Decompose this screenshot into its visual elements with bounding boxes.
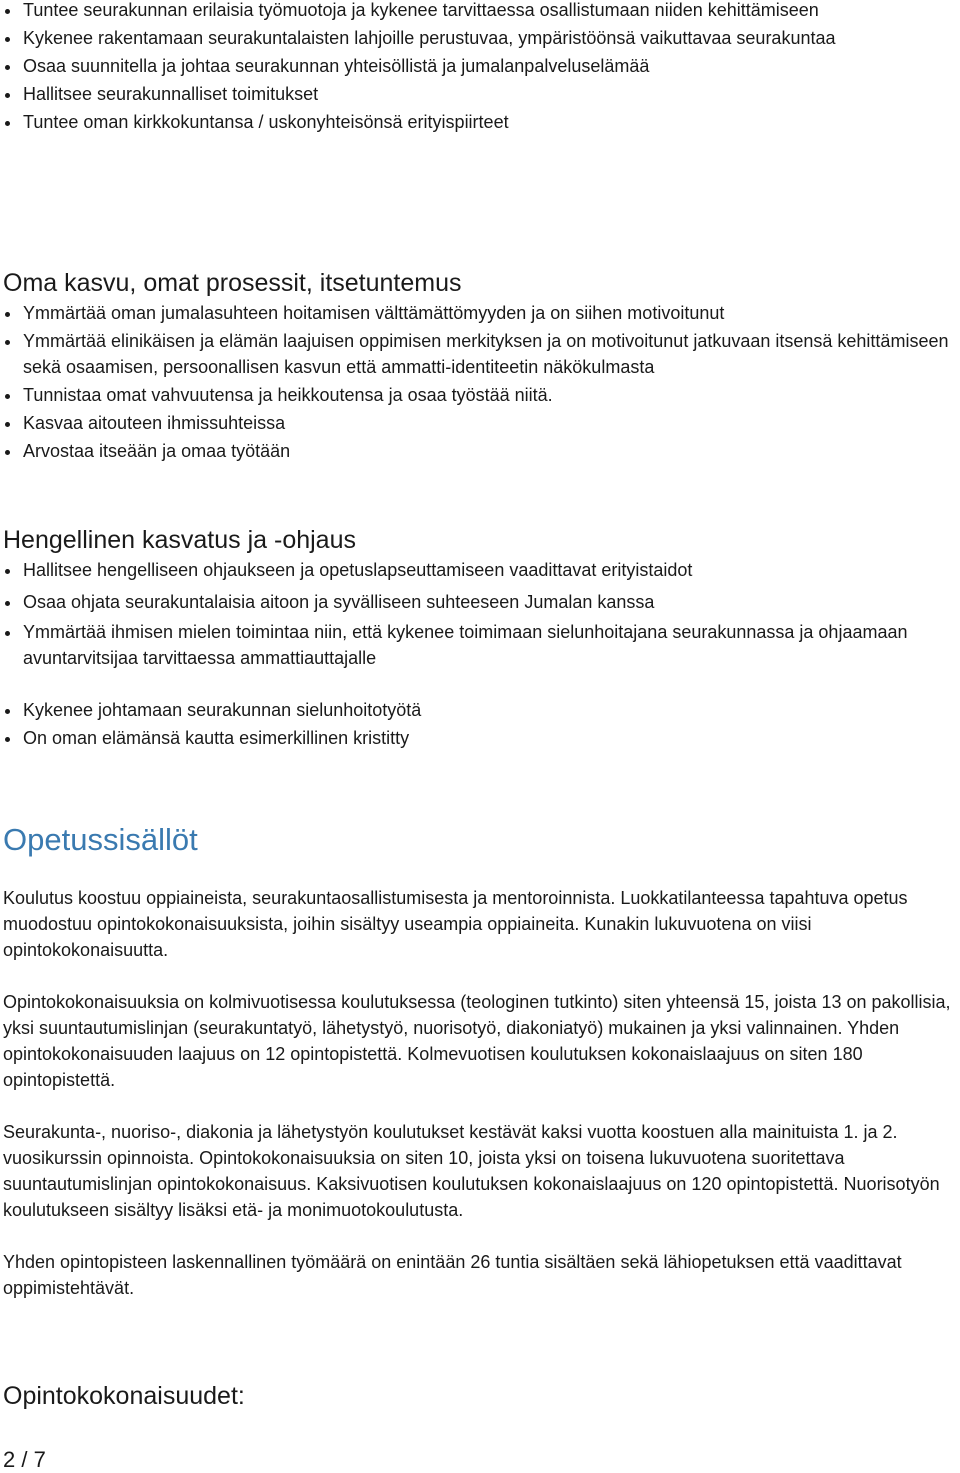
section-opintokokonaisuudet <box>3 1381 953 1411</box>
section-heading: Oma kasvu, omat prosessit, itsetuntemus <box>3 269 462 297</box>
paragraph: Opintokokonaisuuksia on kolmivuotisessa koulutuksessa (teologinen tutkinto) siten yhteensä 15, joista 13 on pakollisia, yksi suuntautumislinjan (seurakuntatyö, lähetystyö, nuorisotyö, diakoniatyö) mukainen ja yksi valinnainen. Yhden opintokokonaisuuden laajuus on 12 opintopistettä. Kolmevuotisen koulutuksen kokonaislaajuus on siten 180 opintopistettä. <box>3 992 951 1090</box>
paragraph: Seurakunta-, nuoriso-, diakonia ja lähetystyön koulutukset kestävät kaksi vuotta koostuen alla mainituista 1. ja 2. vuosikurssin opinnoista. Opintokokonaisuuksia on siten 10, joista yksi on toisena lukuvuotena suoritettava suuntautumislinjan opintokokonaisuus. Kaksivuotisen koulutuksen kokonaislaajuus on 120 opintopistettä. Nuorisotyön koulutukseen sisältyy lisäksi etä- ja monimuotokoulutusta. <box>3 1122 940 1220</box>
opetussisallot-body <box>3 885 958 1301</box>
list-item: Osaa suunnitella ja johtaa seurakunnan yhteisöllistä ja jumalanpalveluselämää <box>3 53 953 79</box>
section-heading: Hengellinen kasvatus ja -ohjaus <box>3 526 356 554</box>
section-title: Opetussisällöt <box>3 822 198 857</box>
paragraph: Yhden opintopisteen laskennallinen työmäärä on enintään 26 tuntia sisältäen sekä lähiopetuksen että vaadittavat oppimistehtävät. <box>3 1252 902 1298</box>
paragraph: Koulutus koostuu oppiaineista, seurakuntaosallistumisesta ja mentoroinnista. Luokkatilanteessa tapahtuva opetus muodostuu opintokokonaisuuksista, joihin sisältyy useampia oppiaineita. Kunakin lukuvuotena on viisi opintokokonaisuutta. <box>3 888 908 960</box>
list-item: Kykenee johtamaan seurakunnan sielunhoitotyötä <box>3 697 953 723</box>
section-heading: Opintokokonaisuudet: <box>3 1382 245 1410</box>
list-item: Hallitsee seurakunnalliset toimitukset <box>3 81 953 107</box>
list-item: Ymmärtää elinikäisen ja elämän laajuisen oppimisen merkityksen ja on motivoitunut jatkuvaan itsensä kehittämiseen sekä osaamisen, persoonallisen kasvun että ammatti-identiteetin näkökulmasta <box>3 328 953 380</box>
list-item: Kykenee rakentamaan seurakuntalaisten lahjoille perustuvaa, ympäristöönsä vaikuttavaa seurakuntaa <box>3 25 953 51</box>
list-item: On oman elämänsä kautta esimerkillinen kristitty <box>3 725 953 751</box>
list-item: Tuntee oman kirkkokuntansa / uskonyhteisönsä erityispiirteet <box>3 109 953 135</box>
list-item: Arvostaa itseään ja omaa työtään <box>3 438 953 464</box>
list-item: Tuntee seurakunnan erilaisia työmuotoja ja kykenee tarvittaessa osallistumaan niiden kehittämiseen <box>3 0 953 23</box>
list-item: Ymmärtää ihmisen mielen toimintaa niin, että kykenee toimimaan sielunhoitajana seurakunnassa ja ohjaamaan avuntarvitsijaa tarvittaessa ammattiauttajalle <box>3 619 953 671</box>
page-number: 2 / 7 <box>3 1447 46 1472</box>
list-item: Osaa ohjata seurakuntalaisia aitoon ja syvälliseen suhteeseen Jumalan kanssa <box>3 589 953 615</box>
list-item: Tunnistaa omat vahvuutensa ja heikkoutensa ja osaa työstää niitä. <box>3 382 953 408</box>
list-item: Hallitsee hengelliseen ohjaukseen ja opetuslapseuttamiseen vaadittavat erityistaidot <box>3 557 953 583</box>
list-item: Kasvaa aitouteen ihmissuhteissa <box>3 410 953 436</box>
competence-list-1 <box>3 0 953 137</box>
list-item: Ymmärtää oman jumalasuhteen hoitamisen välttämättömyyden ja on siihen motivoitunut <box>3 300 953 326</box>
section-hengellinen <box>3 525 953 753</box>
section-oma-kasvu <box>3 268 953 466</box>
section-opetussisallot <box>3 822 958 858</box>
